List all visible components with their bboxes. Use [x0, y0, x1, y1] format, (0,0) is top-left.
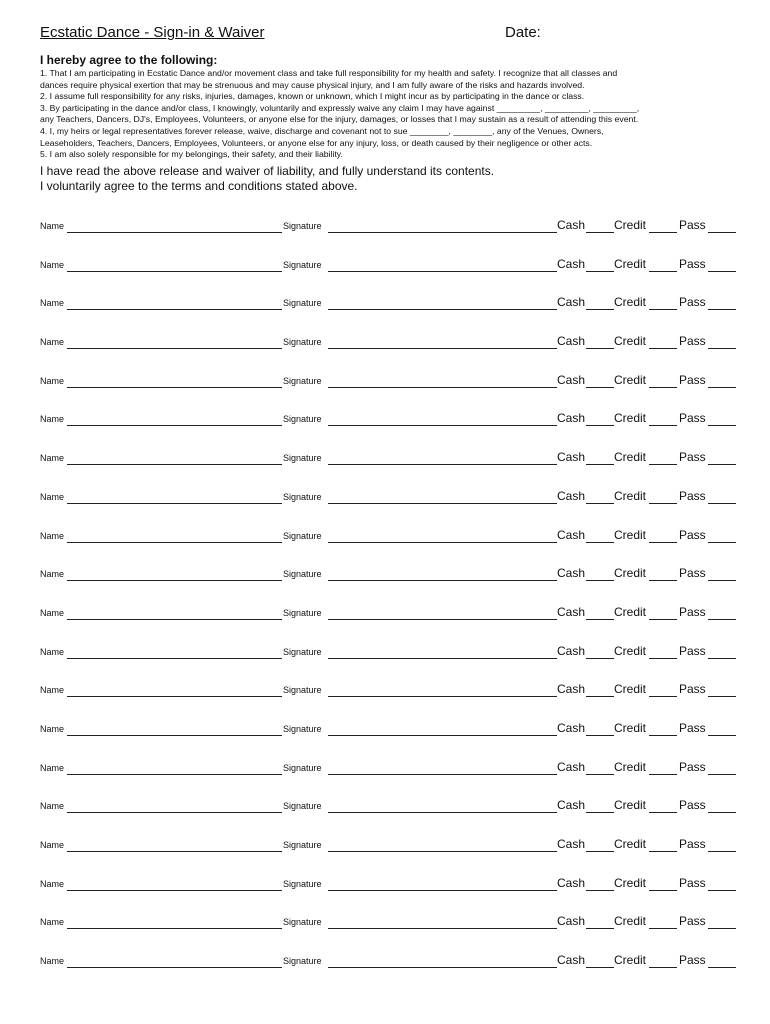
credit-field[interactable] [649, 503, 677, 504]
signin-row [40, 210, 740, 249]
pass-label: Pass [679, 914, 706, 929]
signature-label: Signature [283, 298, 322, 309]
cash-field[interactable] [586, 619, 614, 620]
name-label: Name [40, 375, 65, 386]
cash-label: Cash [557, 604, 586, 619]
cash-label: Cash [557, 488, 586, 503]
pass-field[interactable] [708, 542, 736, 543]
cash-label: Cash [557, 798, 586, 813]
signature-label: Signature [283, 801, 322, 812]
credit-field[interactable] [649, 580, 677, 581]
credit-field[interactable] [649, 928, 677, 929]
credit-field[interactable] [649, 387, 677, 388]
pass-field[interactable] [708, 503, 736, 504]
cash-field[interactable] [586, 271, 614, 272]
pass-field[interactable] [708, 774, 736, 775]
name-label: Name [40, 607, 65, 618]
name-label: Name [40, 801, 65, 812]
signature-label: Signature [283, 491, 322, 502]
credit-label: Credit [614, 875, 647, 890]
name-field[interactable] [67, 271, 282, 272]
name-label: Name [40, 917, 65, 928]
clause-line: Leaseholders, Teachers, Dancers, Employees, Volunteers, or anyone else for any injury, loss, or death caused by their negligence or other acts. [40, 137, 593, 148]
signature-field[interactable] [328, 812, 557, 813]
cash-field[interactable] [586, 735, 614, 736]
pass-label: Pass [679, 720, 706, 735]
pass-label: Pass [679, 643, 706, 658]
cash-label: Cash [557, 450, 586, 465]
credit-label: Credit [614, 488, 647, 503]
clause-line: any Teachers, Dancers, DJ's, Employees, Volunteers, or anyone else for the injury, damages, or losses that I may sustain as a result of attending this event. [40, 114, 639, 125]
credit-label: Credit [614, 720, 647, 735]
credit-label: Credit [614, 682, 647, 697]
cash-field[interactable] [586, 232, 614, 233]
name-label: Name [40, 762, 65, 773]
signin-row [40, 597, 740, 636]
name-field[interactable] [67, 232, 282, 233]
pass-field[interactable] [708, 928, 736, 929]
cash-field[interactable] [586, 580, 614, 581]
pass-field[interactable] [708, 309, 736, 310]
pass-label: Pass [679, 566, 706, 581]
credit-label: Credit [614, 218, 647, 232]
credit-label: Credit [614, 295, 647, 310]
signature-field[interactable] [328, 232, 557, 233]
signature-label: Signature [283, 569, 322, 580]
signature-field[interactable] [328, 967, 557, 968]
signin-row [40, 326, 740, 365]
signin-rows [40, 210, 740, 984]
cash-field[interactable] [586, 967, 614, 968]
cash-field[interactable] [586, 696, 614, 697]
credit-label: Credit [614, 334, 647, 349]
signin-row [40, 403, 740, 442]
pass-label: Pass [679, 295, 706, 310]
cash-field[interactable] [586, 928, 614, 929]
name-label: Name [40, 723, 65, 734]
pass-field[interactable] [708, 619, 736, 620]
name-label: Name [40, 685, 65, 696]
credit-field[interactable] [649, 464, 677, 465]
name-field[interactable] [67, 425, 282, 426]
cash-field[interactable] [586, 851, 614, 852]
credit-label: Credit [614, 256, 647, 271]
signin-row [40, 636, 740, 675]
pass-label: Pass [679, 527, 706, 542]
signin-row [40, 365, 740, 404]
credit-label: Credit [614, 411, 647, 426]
signature-field[interactable] [328, 735, 557, 736]
name-label: Name [40, 646, 65, 657]
signature-label: Signature [283, 956, 322, 967]
credit-label: Credit [614, 759, 647, 774]
signature-field[interactable] [328, 348, 557, 349]
name-label: Name [40, 414, 65, 425]
cash-label: Cash [557, 334, 586, 349]
pass-field[interactable] [708, 812, 736, 813]
name-label: Name [40, 956, 65, 967]
pass-label: Pass [679, 953, 706, 968]
name-field[interactable] [67, 619, 282, 620]
signature-field[interactable] [328, 696, 557, 697]
pass-field[interactable] [708, 658, 736, 659]
pass-label: Pass [679, 256, 706, 271]
cash-label: Cash [557, 837, 586, 851]
credit-field[interactable] [649, 890, 677, 891]
pass-field[interactable] [708, 890, 736, 891]
form-title: Ecstatic Dance - Sign-in & Waiver [40, 24, 265, 41]
pass-field[interactable] [708, 425, 736, 426]
clause-line: 4. I, my heirs or legal representatives forever release, waive, discharge and covenant not to sue ________, ________, any of the Venues, Owners, [40, 125, 604, 136]
pass-label: Pass [679, 759, 706, 774]
credit-field[interactable] [649, 774, 677, 775]
signin-row [40, 945, 740, 984]
credit-field[interactable] [649, 619, 677, 620]
name-field[interactable] [67, 967, 282, 968]
acknowledgement-line: I voluntarily agree to the terms and conditions stated above. [40, 178, 358, 193]
signature-label: Signature [283, 375, 322, 386]
pass-field[interactable] [708, 735, 736, 736]
name-label: Name [40, 491, 65, 502]
cash-label: Cash [557, 566, 586, 581]
name-field[interactable] [67, 503, 282, 504]
name-field[interactable] [67, 309, 282, 310]
cash-label: Cash [557, 411, 586, 426]
signin-row [40, 829, 740, 868]
name-field[interactable] [67, 928, 282, 929]
signature-field[interactable] [328, 387, 557, 388]
name-field[interactable] [67, 890, 282, 891]
pass-label: Pass [679, 837, 706, 851]
clause-line: 5. I am also solely responsible for my belongings, their safety, and their liability. [40, 149, 343, 160]
cash-field[interactable] [586, 812, 614, 813]
clause-line: 2. I assume full responsibility for any risks, injuries, damages, known or unknown, which I might incur as by participating in the dance or class. [40, 91, 585, 102]
signature-field[interactable] [328, 542, 557, 543]
signature-field[interactable] [328, 271, 557, 272]
signature-label: Signature [283, 259, 322, 270]
pass-label: Pass [679, 488, 706, 503]
credit-label: Credit [614, 837, 647, 851]
clause-line: dances require physical exertion that may be strenuous and may cause physical injury, and I am fully aware of the risks and hazards involved. [40, 79, 585, 90]
name-label: Name [40, 530, 65, 541]
name-field[interactable] [67, 580, 282, 581]
signin-row [40, 713, 740, 752]
name-label: Name [40, 453, 65, 464]
signature-field[interactable] [328, 774, 557, 775]
credit-label: Credit [614, 527, 647, 542]
pass-label: Pass [679, 682, 706, 697]
signature-label: Signature [283, 685, 322, 696]
credit-label: Credit [614, 450, 647, 465]
signin-row [40, 249, 740, 288]
credit-label: Credit [614, 914, 647, 929]
name-label: Name [40, 298, 65, 309]
cash-label: Cash [557, 527, 586, 542]
name-field[interactable] [67, 696, 282, 697]
signature-label: Signature [283, 221, 322, 231]
name-field[interactable] [67, 348, 282, 349]
clause-line: 1. That I am participating in Ecstatic Dance and/or movement class and take full responsibility for my health and safety. I recognize that all classes and [40, 68, 618, 78]
credit-field[interactable] [649, 696, 677, 697]
credit-field[interactable] [649, 309, 677, 310]
signature-field[interactable] [328, 890, 557, 891]
date-label: Date: [505, 24, 541, 41]
signin-row [40, 287, 740, 326]
acknowledgement-line: I have read the above release and waiver of liability, and fully understand its contents. [40, 164, 495, 178]
cash-label: Cash [557, 953, 586, 968]
signature-field[interactable] [328, 928, 557, 929]
signin-row [40, 520, 740, 559]
name-label: Name [40, 221, 65, 231]
pass-label: Pass [679, 798, 706, 813]
name-field[interactable] [67, 387, 282, 388]
credit-label: Credit [614, 953, 647, 968]
credit-field[interactable] [649, 232, 677, 233]
pass-label: Pass [679, 218, 706, 232]
cash-field[interactable] [586, 658, 614, 659]
pass-field[interactable] [708, 967, 736, 968]
cash-label: Cash [557, 875, 586, 890]
cash-field[interactable] [586, 774, 614, 775]
signature-label: Signature [283, 530, 322, 541]
signature-label: Signature [283, 337, 322, 348]
signature-label: Signature [283, 878, 322, 889]
credit-label: Credit [614, 643, 647, 658]
signature-label: Signature [283, 453, 322, 464]
cash-label: Cash [557, 914, 586, 929]
cash-label: Cash [557, 372, 586, 387]
credit-field[interactable] [649, 851, 677, 852]
name-field[interactable] [67, 542, 282, 543]
signature-label: Signature [283, 607, 322, 618]
pass-field[interactable] [708, 851, 736, 852]
cash-label: Cash [557, 256, 586, 271]
cash-label: Cash [557, 682, 586, 697]
name-label: Name [40, 259, 65, 270]
pass-field[interactable] [708, 348, 736, 349]
signin-row [40, 558, 740, 597]
signin-row [40, 674, 740, 713]
signature-label: Signature [283, 646, 322, 657]
cash-field[interactable] [586, 425, 614, 426]
cash-field[interactable] [586, 503, 614, 504]
signature-field[interactable] [328, 619, 557, 620]
credit-label: Credit [614, 372, 647, 387]
cash-field[interactable] [586, 890, 614, 891]
credit-label: Credit [614, 604, 647, 619]
signature-field[interactable] [328, 658, 557, 659]
signature-label: Signature [283, 723, 322, 734]
cash-field[interactable] [586, 309, 614, 310]
signature-label: Signature [283, 840, 322, 850]
agreement-heading: I hereby agree to the following: [40, 53, 218, 67]
credit-label: Credit [614, 798, 647, 813]
credit-field[interactable] [649, 271, 677, 272]
name-label: Name [40, 569, 65, 580]
credit-label: Credit [614, 566, 647, 581]
pass-label: Pass [679, 604, 706, 619]
pass-field[interactable] [708, 696, 736, 697]
name-field[interactable] [67, 774, 282, 775]
signin-row [40, 481, 740, 520]
signature-field[interactable] [328, 580, 557, 581]
pass-label: Pass [679, 450, 706, 465]
credit-field[interactable] [649, 735, 677, 736]
name-field[interactable] [67, 464, 282, 465]
cash-label: Cash [557, 218, 586, 232]
name-label: Name [40, 840, 65, 850]
agreement-clauses [40, 68, 740, 161]
signin-row [40, 790, 740, 829]
pass-field[interactable] [708, 580, 736, 581]
signin-row [40, 752, 740, 791]
signature-field[interactable] [328, 851, 557, 852]
signature-field[interactable] [328, 503, 557, 504]
credit-field[interactable] [649, 348, 677, 349]
cash-field[interactable] [586, 348, 614, 349]
signature-field[interactable] [328, 464, 557, 465]
cash-field[interactable] [586, 464, 614, 465]
pass-label: Pass [679, 411, 706, 426]
pass-label: Pass [679, 372, 706, 387]
name-field[interactable] [67, 658, 282, 659]
pass-field[interactable] [708, 232, 736, 233]
pass-label: Pass [679, 875, 706, 890]
name-field[interactable] [67, 812, 282, 813]
clause-line: 3. By participating in the dance and/or class, I knowingly, voluntarily and expressly waive any claim I may have against _________, _________, _________, [40, 102, 640, 113]
name-label: Name [40, 337, 65, 348]
credit-field[interactable] [649, 658, 677, 659]
name-field[interactable] [67, 851, 282, 852]
name-field[interactable] [67, 735, 282, 736]
signin-row [40, 906, 740, 945]
credit-field[interactable] [649, 967, 677, 968]
cash-label: Cash [557, 720, 586, 735]
signature-field[interactable] [328, 425, 557, 426]
pass-field[interactable] [708, 464, 736, 465]
credit-field[interactable] [649, 542, 677, 543]
credit-field[interactable] [649, 812, 677, 813]
signature-label: Signature [283, 917, 322, 928]
pass-label: Pass [679, 334, 706, 349]
cash-field[interactable] [586, 542, 614, 543]
pass-field[interactable] [708, 387, 736, 388]
name-label: Name [40, 878, 65, 889]
signin-row [40, 442, 740, 481]
cash-label: Cash [557, 643, 586, 658]
signin-row [40, 868, 740, 907]
pass-field[interactable] [708, 271, 736, 272]
credit-field[interactable] [649, 425, 677, 426]
cash-label: Cash [557, 759, 586, 774]
signature-field[interactable] [328, 309, 557, 310]
signature-label: Signature [283, 762, 322, 773]
cash-label: Cash [557, 295, 586, 310]
acknowledgement [40, 164, 494, 193]
signature-label: Signature [283, 414, 322, 425]
cash-field[interactable] [586, 387, 614, 388]
